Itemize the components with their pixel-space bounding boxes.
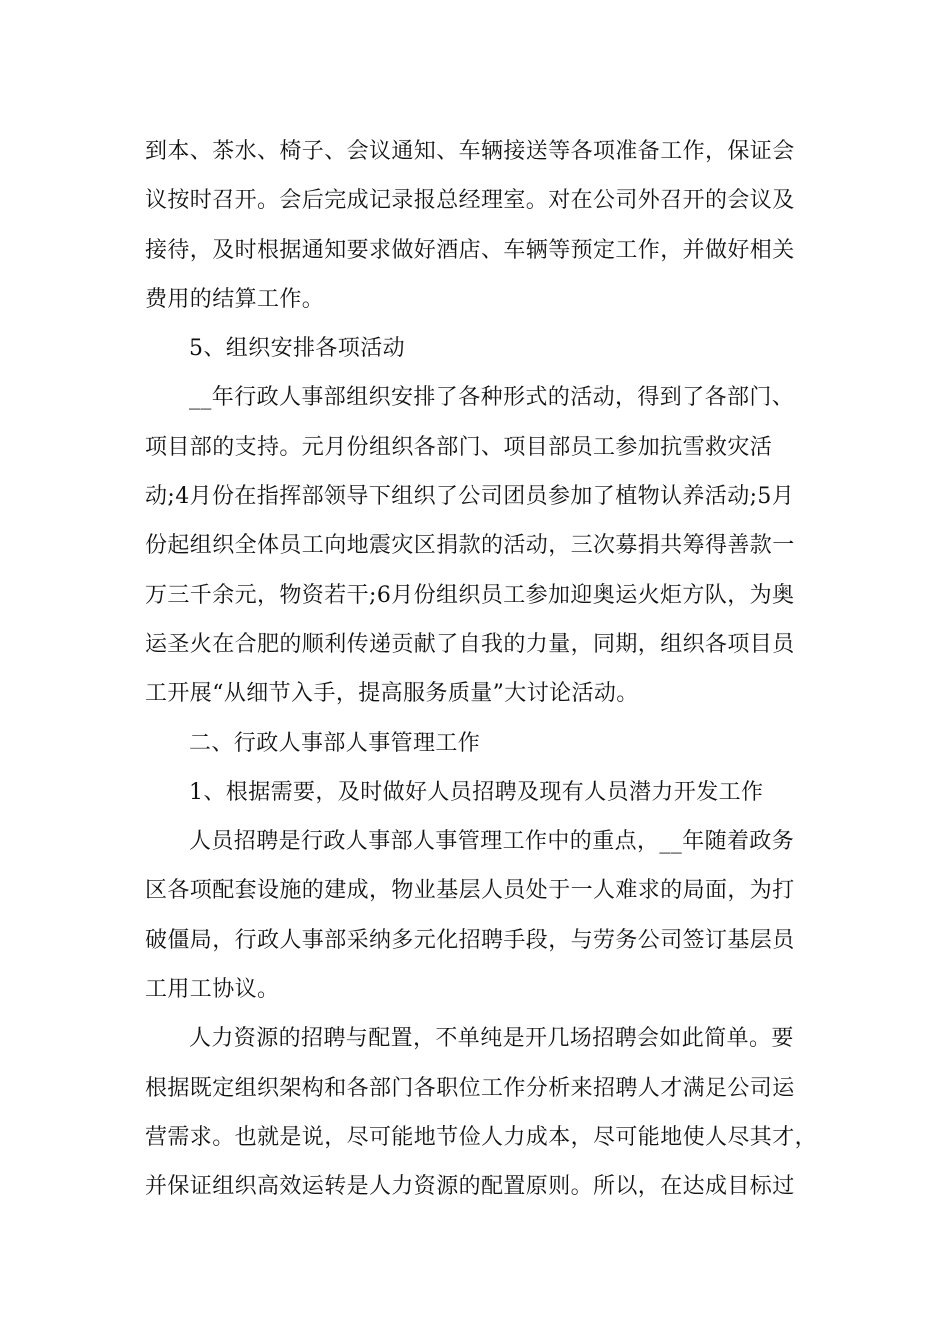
text-line: 并保证组织高效运转是人力资源的配置原则。所以，在达成目标过 xyxy=(145,1174,795,1200)
text-line: 人员招聘是行政人事部人事管理工作中的重点，__年随着政务 xyxy=(189,829,795,855)
text-line: 运圣火在合肥的顺利传递贡献了自我的力量，同期，组织各项目员 xyxy=(145,631,795,657)
document-body xyxy=(145,127,825,1212)
text-line: 费用的结算工作。 xyxy=(145,286,325,312)
section-heading: 5、组织安排各项活动 xyxy=(189,336,405,362)
text-line: 项目部的支持。元月份组织各部门、项目部员工参加抗雪救灾活 xyxy=(145,434,773,460)
text-line: 动;4月份在指挥部领导下组织了公司团员参加了植物认养活动;5月 xyxy=(145,484,795,510)
text-line: 到本、茶水、椅子、会议通知、车辆接送等各项准备工作，保证会 xyxy=(145,139,795,164)
text-line: 工用工协议。 xyxy=(145,977,280,1003)
text-line: 工开展“从细节入手，提高服务质量”大讨论活动。 xyxy=(145,681,639,707)
text-line: 根据既定组织架构和各部门各职位工作分析来招聘人才满足公司运 xyxy=(145,1075,795,1101)
text-line: 营需求。也就是说，尽可能地节俭人力成本，尽可能地使人尽其才， xyxy=(145,1124,818,1150)
text-line: __年行政人事部组织安排了各种形式的活动，得到了各部门、 xyxy=(189,385,795,411)
text-line: 区各项配套设施的建成，物业基层人员处于一人难求的局面，为打 xyxy=(145,878,795,904)
section-heading: 1、根据需要，及时做好人员招聘及现有人员潜力开发工作 xyxy=(189,779,764,805)
text-line: 份起组织全体员工向地震灾区捐款的活动，三次募捐共筹得善款一 xyxy=(145,533,795,559)
text-line: 人力资源的招聘与配置，不单纯是开几场招聘会如此简单。要 xyxy=(189,1026,794,1052)
text-line: 万三千余元，物资若干;6月份组织员工参加迎奥运火炬方队，为奥 xyxy=(145,582,795,608)
text-line: 接待，及时根据通知要求做好酒店、车辆等预定工作，并做好相关 xyxy=(145,237,795,263)
text-line: 议按时召开。会后完成记录报总经理室。对在公司外召开的会议及 xyxy=(145,188,795,214)
text-line: 破僵局，行政人事部采纳多元化招聘手段，与劳务公司签订基层员 xyxy=(145,927,795,953)
section-heading: 二、行政人事部人事管理工作 xyxy=(189,730,481,756)
